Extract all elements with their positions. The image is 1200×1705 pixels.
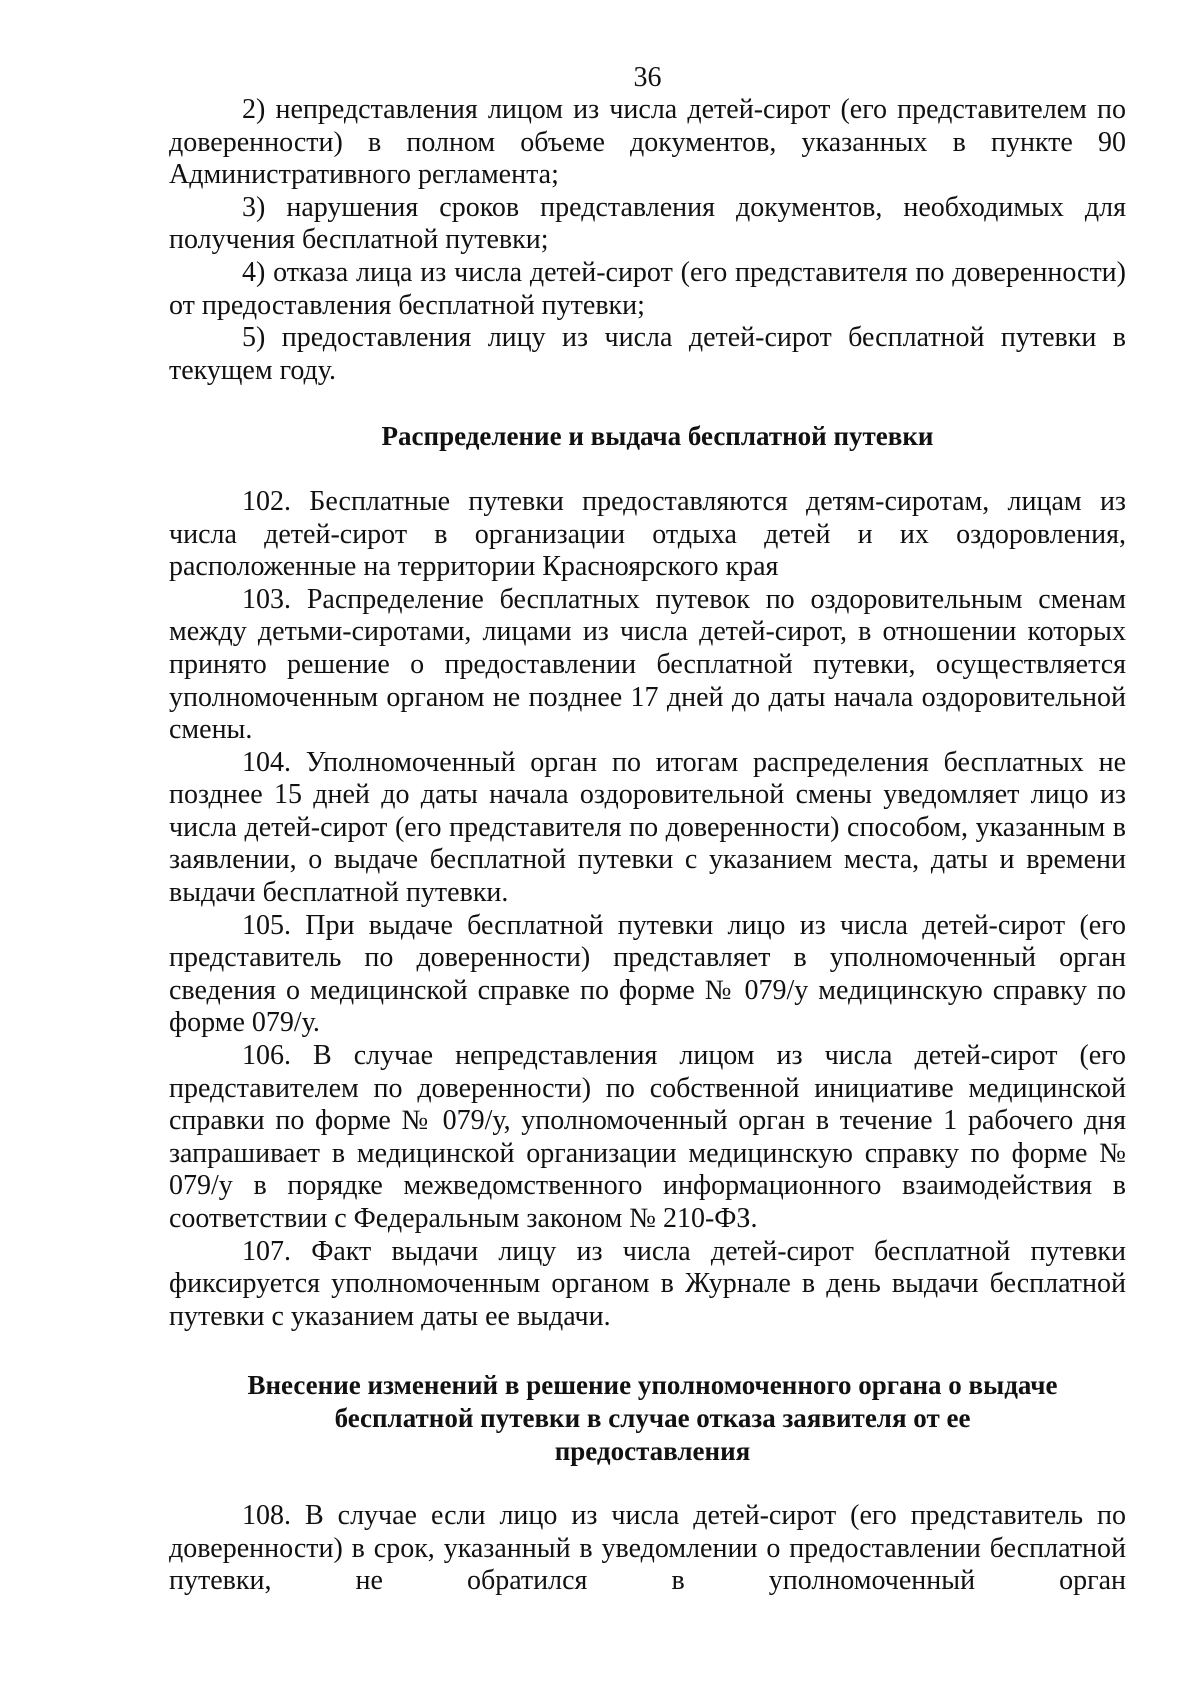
paragraph-102: 102. Бесплатные путевки предоставляются детям-сиротам, лицам из числа детей-сирот в организации отдыха детей и их оздоровления, расположенные на территории Красноярского края [169, 485, 1126, 583]
heading-line: бесплатной путевки в случае отказа заявителя от ее [334, 1402, 971, 1433]
page-number: 36 [633, 62, 662, 93]
document-page [169, 62, 1126, 1598]
list-item: 5) предоставления лицу из числа детей-сирот бесплатной путевки в текущем году. [169, 322, 1126, 386]
section-heading-distribution: Распределение и выдача бесплатной путевки [381, 421, 934, 452]
paragraph-104: 104. Уполномоченный орган по итогам распределения бесплатных не позднее 15 дней до даты начала оздоровительной смены уведомляет лицо из числа детей-сирот (его представителя по доверенности) способом, указанным в заявлении, о выдаче бесплатной путевки с указанием места, даты и времени выдачи бесплатной путевки. [169, 746, 1126, 909]
list-item: 3) нарушения сроков представления документов, необходимых для получения бесплатной путевки; [169, 191, 1126, 256]
paragraph-105: 105. При выдаче бесплатной путевки лицо из числа детей-сирот (его представитель по доверенности) представляет в уполномоченный орган сведения о медицинской справке по форме № 079/у медицинскую справку по форме 079/у. [169, 909, 1126, 1039]
heading-line: предоставления [554, 1435, 751, 1466]
paragraph-106: 106. В случае непредставления лицом из числа детей-сирот (его представителем по доверенности) по собственной инициативе медицинской справки по форме № 079/у, уполномоченный орган в течение 1 рабочего дня запрашивает в медицинской организации медицинскую справку по форме № 079/у в порядке межведомственного информационного взаимодействия в соответствии с Федеральным законом № 210-ФЗ. [169, 1040, 1126, 1234]
list-item: 4) отказа лица из числа детей-сирот (его представителя по доверенности) от предоставления бесплатной путевки; [169, 256, 1126, 321]
list-item: 2) непредставления лицом из числа детей-сирот (его представителем по доверенности) в полном объеме документов, указанных в пункте 90 Административного регламента; [169, 94, 1126, 191]
section-heading-amendments [169, 1369, 1126, 1467]
paragraph-103: 103. Распределение бесплатных путевок по оздоровительным сменам между детьми-сиротами, лицами из числа детей-сирот, в отношении которых принято решение о предоставлении бесплатной путевки, осуществляется уполномоченным органом не позднее 17 дней до даты начала оздоровительной смены. [169, 583, 1126, 746]
paragraph-108: 108. В случае если лицо из числа детей-сирот (его представитель по доверенности) в срок, указанный в уведомлении о предоставлении бесплатной путевки, не обратился в уполномоченный орган [169, 1500, 1126, 1597]
paragraph-107: 107. Факт выдачи лицу из числа детей-сирот бесплатной путевки фиксируется уполномоченным органом в Журнале в день выдачи бесплатной путевки с указанием даты ее выдачи. [169, 1235, 1126, 1332]
heading-line: Внесение изменений в решение уполномоченного органа о выдаче [247, 1370, 1058, 1401]
